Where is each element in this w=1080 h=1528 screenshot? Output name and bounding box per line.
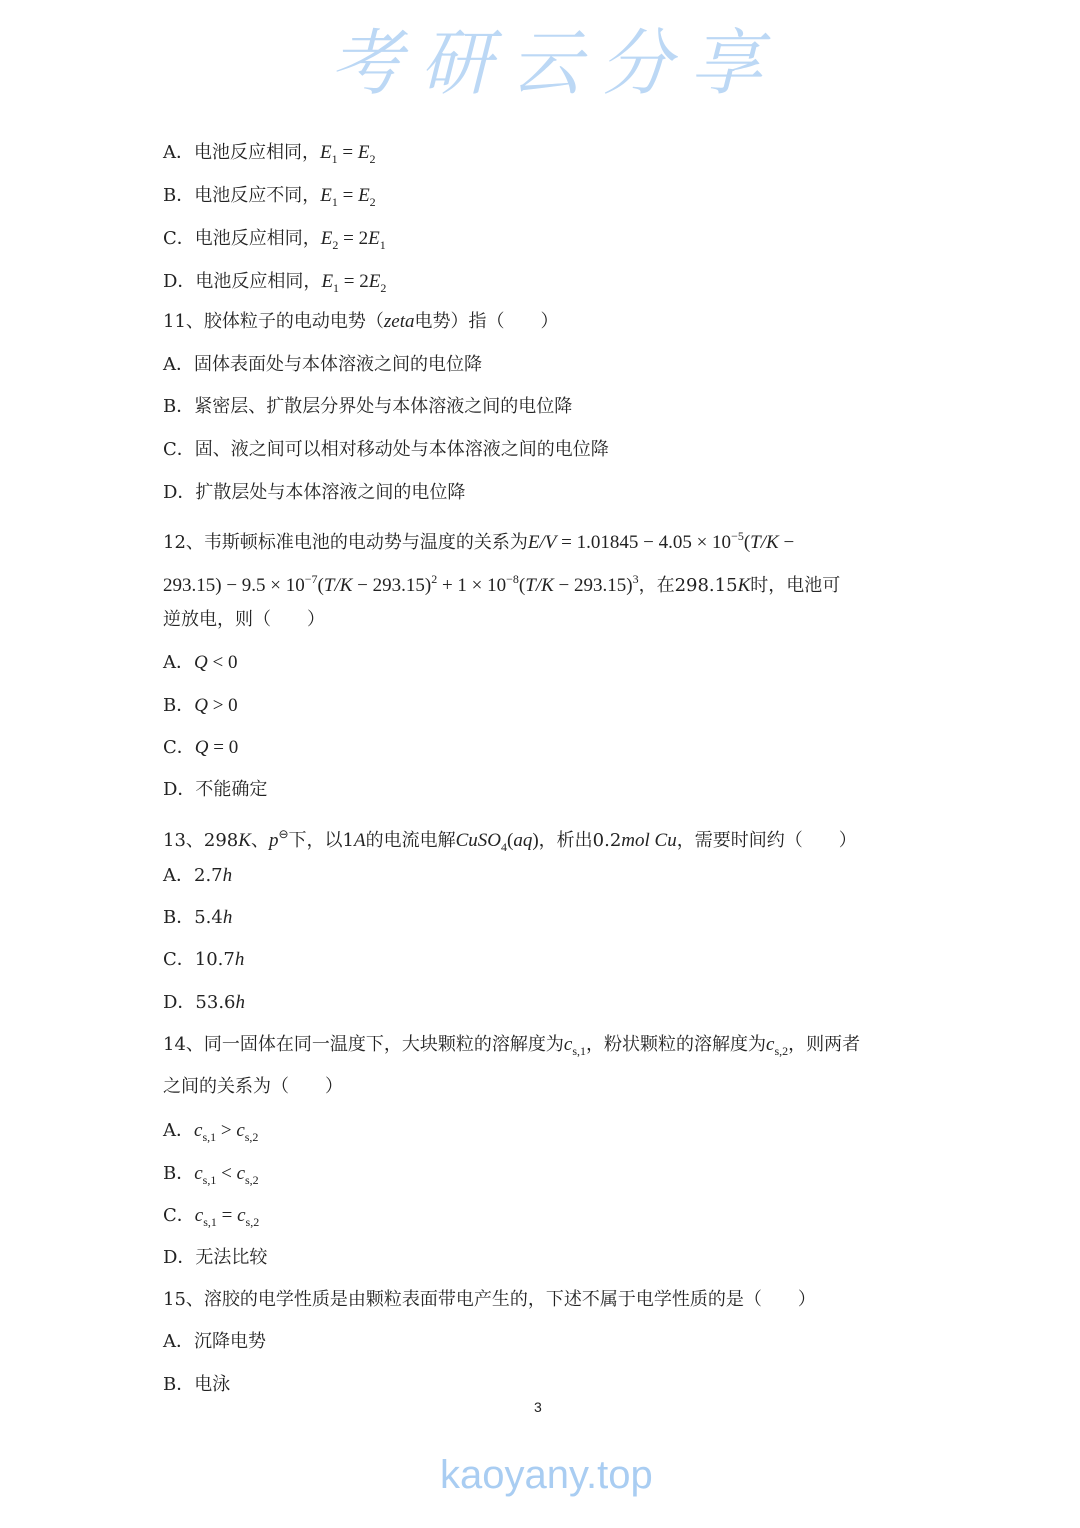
text-line (163, 227, 386, 257)
text-segment: B． (163, 695, 195, 716)
text-line (163, 395, 572, 419)
text-segment: − 293.15) (553, 575, 633, 596)
text-segment: = 0 (208, 737, 239, 758)
text-line (163, 694, 238, 718)
text-segment: s,1 (202, 1130, 217, 1144)
text-line (163, 481, 465, 505)
text-line (163, 184, 376, 214)
text-segment: 3 (632, 572, 639, 586)
text-segment: 2 (369, 152, 376, 166)
text-segment: 15、溶胶的电学性质是由颗粒表面带电产生的，下述不属于电学性质的是（ ） (163, 1289, 816, 1310)
text-line (163, 822, 857, 859)
text-line (163, 778, 267, 802)
text-segment: c (766, 1034, 775, 1055)
text-line (163, 1330, 266, 1354)
text-segment: Q (194, 737, 209, 758)
text-segment: ，需要时间约（ ） (676, 830, 857, 851)
text-segment: B．5.4 (163, 907, 223, 928)
text-segment: 2 (380, 281, 387, 295)
text-line (163, 1162, 259, 1192)
text-segment: D．扩散层处与本体溶液之间的电位降 (163, 482, 466, 503)
text-segment: h (234, 949, 245, 970)
text-segment: > 0 (207, 695, 238, 716)
text-segment: s,1 (203, 1215, 217, 1229)
text-segment: K (737, 575, 751, 596)
text-segment: 1 (331, 195, 338, 209)
text-segment: B．紧密层、扩散层分界处与本体溶液之间的电位降 (163, 396, 573, 417)
text-line (163, 906, 232, 930)
text-segment: < 0 (207, 652, 238, 673)
text-segment: 1 (331, 152, 338, 166)
text-line (163, 948, 244, 972)
text-segment: 2 (431, 572, 438, 586)
text-line (163, 736, 238, 760)
text-segment: h (222, 865, 233, 886)
text-segment: ，在298.15 (638, 575, 738, 596)
text-segment: s,1 (202, 1173, 217, 1187)
text-segment: CuSO (455, 830, 501, 851)
text-segment: −8 (506, 572, 519, 586)
text-segment: B．电泳 (163, 1374, 231, 1395)
text-segment: 293.15) − 9.5 × 10 (163, 575, 305, 596)
text-line (163, 1373, 230, 1397)
text-segment: zeta (383, 311, 415, 332)
text-segment: ，析出0.2 (538, 830, 622, 851)
text-segment: A．2.7 (163, 865, 223, 886)
text-line (163, 608, 325, 632)
text-line (163, 864, 232, 888)
text-segment: E (368, 271, 381, 292)
text-segment: ( (317, 575, 324, 596)
text-line (163, 1246, 267, 1270)
text-line (163, 651, 237, 675)
text-segment: C． (163, 1205, 195, 1226)
text-segment: D．不能确定 (163, 779, 268, 800)
text-segment: aq (513, 830, 533, 851)
text-line (163, 1033, 860, 1063)
text-segment: s,2 (245, 1173, 259, 1187)
text-line (163, 524, 794, 555)
text-segment: A． (163, 652, 194, 673)
text-segment: ⊖ (278, 827, 289, 841)
text-segment: D．电池反应相同， (163, 271, 322, 292)
text-segment: s,2 (245, 1215, 260, 1229)
text-segment: 12、韦斯顿标准电池的电动势与温度的关系为 (163, 532, 528, 553)
text-segment: s,2 (774, 1044, 789, 1058)
text-segment: s,2 (244, 1130, 259, 1144)
text-segment: A．固体表面处与本体溶液之间的电位降 (163, 354, 482, 375)
text-segment: 、 (250, 830, 269, 851)
text-segment: + 1 × 10 (437, 575, 507, 596)
text-segment: B． (163, 1163, 195, 1184)
text-segment: E (320, 185, 332, 206)
text-segment: −7 (304, 572, 318, 586)
text-segment: 13、298 (163, 830, 239, 851)
text-segment: ) (532, 830, 539, 851)
text-segment: 时，电池可 (750, 575, 841, 596)
text-line (163, 567, 840, 598)
text-segment: E/V (527, 532, 557, 553)
text-segment: c (563, 1034, 573, 1055)
text-segment: c (236, 1120, 245, 1141)
text-segment: − (778, 532, 795, 553)
text-segment: Q (194, 652, 208, 673)
watermark-logo: 考研云分享 (330, 21, 781, 105)
text-segment: c (237, 1205, 246, 1226)
text-segment: mol Cu (621, 830, 677, 851)
text-segment: K (238, 830, 251, 851)
text-segment: C．10.7 (163, 949, 235, 970)
text-segment: ( (743, 532, 751, 553)
text-segment: E (358, 185, 370, 206)
text-segment: E (320, 228, 333, 249)
text-segment: 4 (500, 840, 507, 854)
text-segment: T/K (525, 575, 554, 596)
text-segment: E (320, 142, 332, 163)
text-segment: 下，以1 (288, 830, 354, 851)
text-segment: 1 (333, 281, 340, 295)
text-line (163, 438, 609, 462)
text-segment: 11、胶体粒子的电动电势（ (163, 311, 384, 332)
text-segment: A．沉降电势 (163, 1331, 266, 1352)
text-segment: D．无法比较 (163, 1247, 268, 1268)
text-segment: < (216, 1163, 237, 1184)
text-segment: D．53.6 (163, 992, 236, 1013)
text-segment: s,1 (572, 1044, 587, 1058)
text-segment: = (337, 185, 359, 206)
text-segment: ( (518, 575, 526, 596)
text-segment: p (268, 830, 279, 851)
text-segment: − 293.15) (352, 575, 432, 596)
text-segment: c (194, 1205, 204, 1226)
text-segment: ，粉状颗粒的溶解度为 (586, 1034, 767, 1055)
text-segment: C．电池反应相同， (163, 228, 321, 249)
text-segment: 1 (379, 238, 386, 252)
text-segment: A．电池反应相同， (163, 142, 320, 163)
text-segment: E (321, 271, 334, 292)
text-segment: ( (506, 830, 514, 851)
text-segment: 之间的关系为（ ） (163, 1076, 343, 1097)
text-line (163, 353, 482, 377)
text-segment: 电势）指（ ） (414, 311, 559, 332)
text-line (163, 310, 559, 334)
page-number: 3 (534, 1399, 542, 1415)
text-segment: ，则两者 (788, 1034, 861, 1055)
text-line (163, 991, 245, 1015)
text-segment: 逆放电，则（ ） (163, 609, 325, 630)
text-segment: 2 (332, 238, 339, 252)
text-segment: T/K (750, 532, 779, 553)
text-segment: = (216, 1205, 238, 1226)
text-segment: = 2 (339, 271, 369, 292)
text-segment: −5 (731, 529, 744, 543)
text-segment: A (353, 830, 366, 851)
text-segment: C． (163, 737, 195, 758)
text-segment: h (222, 907, 233, 928)
text-line (163, 1075, 343, 1099)
text-line (163, 141, 375, 171)
text-segment: T/K (323, 575, 353, 596)
text-segment: B．电池反应不同， (163, 185, 321, 206)
text-segment: = (337, 142, 358, 163)
text-line (163, 1288, 816, 1312)
text-segment: = 2 (338, 228, 369, 249)
text-segment: 的电流电解 (365, 830, 456, 851)
text-segment: Q (194, 695, 208, 716)
text-segment: c (194, 1163, 203, 1184)
text-segment: = 1.01845 − 4.05 × 10 (556, 532, 732, 553)
text-line (163, 1204, 259, 1234)
text-segment: E (368, 228, 380, 249)
text-line (163, 270, 386, 300)
text-segment: 2 (369, 195, 376, 209)
watermark-url: kaoyany.top (440, 1453, 653, 1497)
text-segment: A． (163, 1120, 194, 1141)
text-segment: c (194, 1120, 203, 1141)
text-segment: 14、同一固体在同一温度下，大块颗粒的溶解度为 (163, 1034, 564, 1055)
text-segment: > (216, 1120, 237, 1141)
text-line (163, 1119, 258, 1149)
text-segment: E (357, 142, 370, 163)
text-segment: C．固、液之间可以相对移动处与本体溶液之间的电位降 (163, 439, 609, 460)
text-segment: h (235, 992, 246, 1013)
text-segment: c (236, 1163, 245, 1184)
